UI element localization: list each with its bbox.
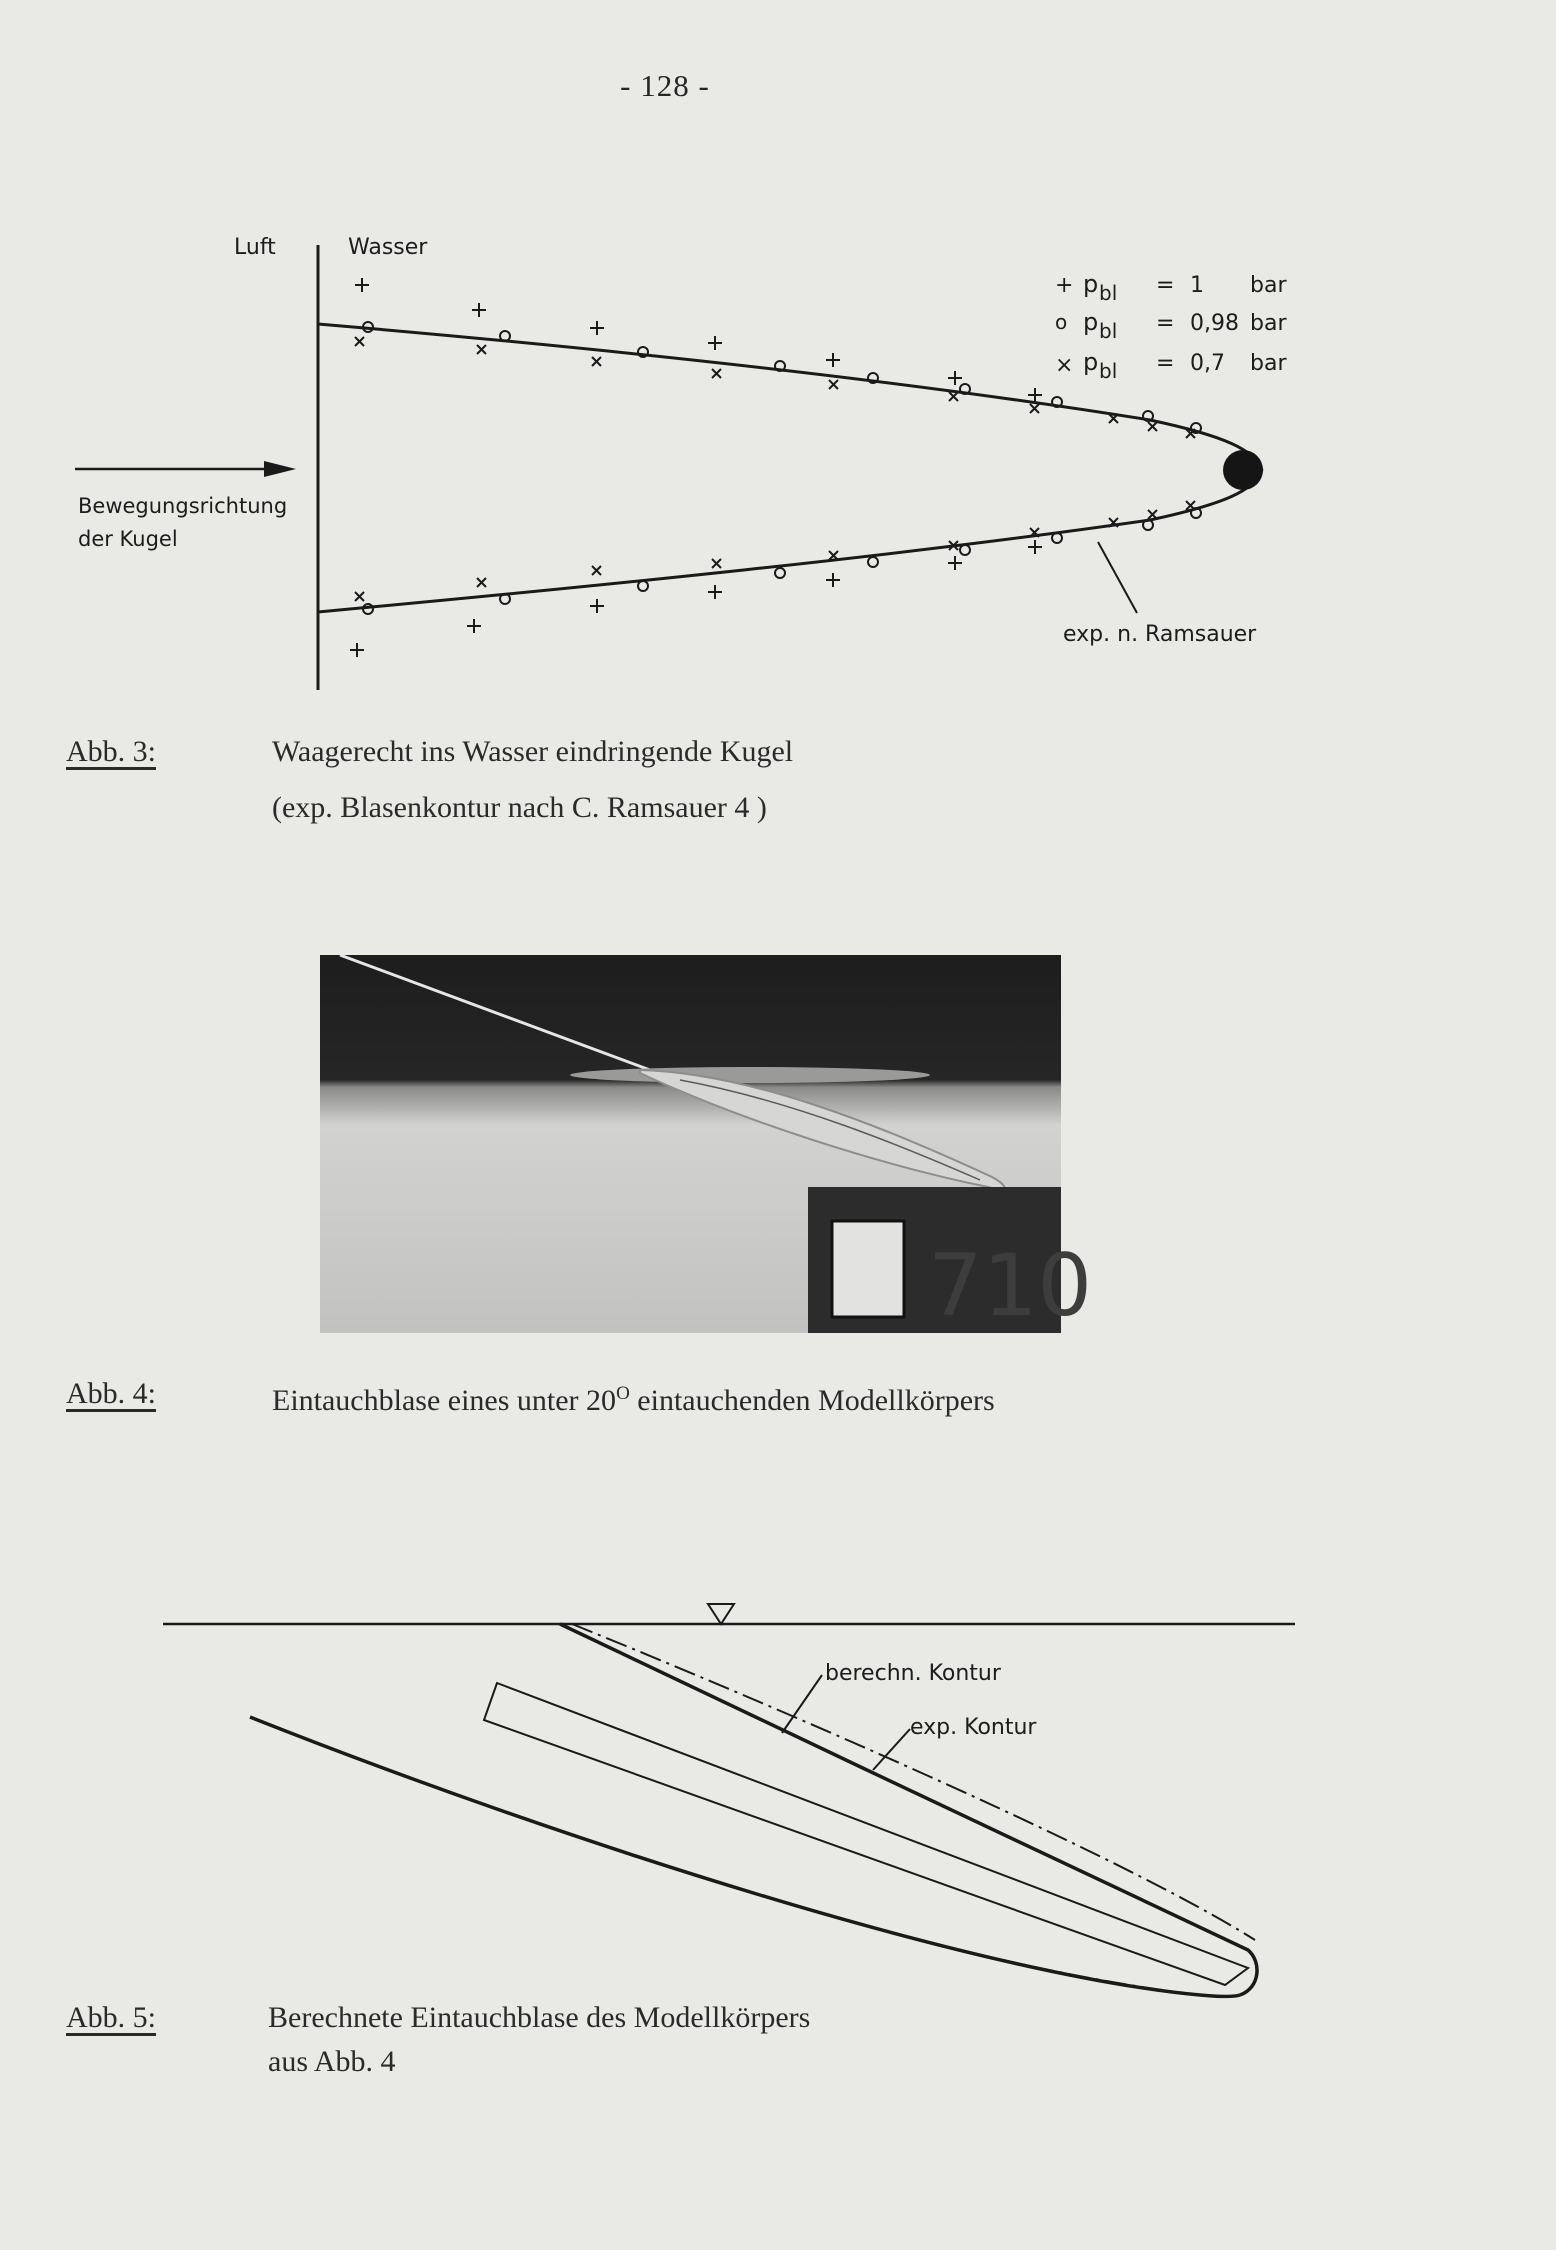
caption-text-after: eintauchenden Modellkörpers xyxy=(629,1384,995,1417)
caption-line-2: aus Abb. 4 xyxy=(268,2045,396,2078)
legend-marker-plus: + xyxy=(1055,273,1074,298)
legend-marker-cross: × xyxy=(1055,353,1074,378)
label-water: Wasser xyxy=(348,235,428,260)
caption-line-2: (exp. Blasenkontur nach C. Ramsauer 4 ) xyxy=(272,791,767,824)
caption-text: Eintauchblase eines unter 20 xyxy=(272,1384,617,1417)
legend-subscript: bl xyxy=(1099,281,1118,305)
legend-unit: bar xyxy=(1250,311,1287,336)
caption-figure-5 xyxy=(66,1990,1166,2102)
label-exp-contour: exp. Kontur xyxy=(910,1715,1037,1740)
legend-marker-circle: o xyxy=(1055,310,1068,334)
arrow-label-line-1: Bewegungsrichtung xyxy=(78,494,288,518)
calc-contour-lower xyxy=(250,1717,1240,1997)
caption-label: Abb. 4: xyxy=(66,1377,156,1410)
legend-unit: bar xyxy=(1250,351,1287,376)
caption-label: Abb. 5: xyxy=(66,2001,156,2034)
page-number: - 128 - xyxy=(620,68,710,103)
annotation-ramsauer: exp. n. Ramsauer xyxy=(1063,622,1257,647)
caption-label: Abb. 3: xyxy=(66,735,156,768)
leader-calc-contour xyxy=(782,1675,822,1733)
counter-digits: 710 xyxy=(928,1236,1093,1336)
legend-equals: = xyxy=(1156,311,1175,336)
caption-line-1: Berechnete Eintauchblase des Modellkörpers xyxy=(268,2001,811,2034)
caption-degree: O xyxy=(616,1383,630,1404)
label-calc-contour: berechn. Kontur xyxy=(825,1661,1001,1686)
leader-exp-contour xyxy=(873,1729,910,1770)
legend-symbol: p xyxy=(1083,308,1099,336)
legend-symbol: p xyxy=(1083,348,1099,376)
label-air: Luft xyxy=(234,235,276,260)
exp-contour-lower xyxy=(500,1810,1218,1997)
legend-value: 1 xyxy=(1190,273,1204,298)
caption-line-1: Waagerecht ins Wasser eindringende Kugel xyxy=(272,735,794,768)
arrow-label-line-2: der Kugel xyxy=(78,527,178,551)
legend-value: 0,98 xyxy=(1190,311,1239,336)
legend-subscript: bl xyxy=(1099,359,1118,383)
legend-value: 0,7 xyxy=(1190,351,1225,376)
water-level-icon xyxy=(708,1604,734,1624)
legend-unit: bar xyxy=(1250,273,1287,298)
legend-equals: = xyxy=(1156,273,1175,298)
model-body xyxy=(484,1683,1248,1985)
legend-subscript: bl xyxy=(1099,319,1118,343)
legend-symbol: p xyxy=(1083,270,1099,298)
legend-equals: = xyxy=(1156,351,1175,376)
